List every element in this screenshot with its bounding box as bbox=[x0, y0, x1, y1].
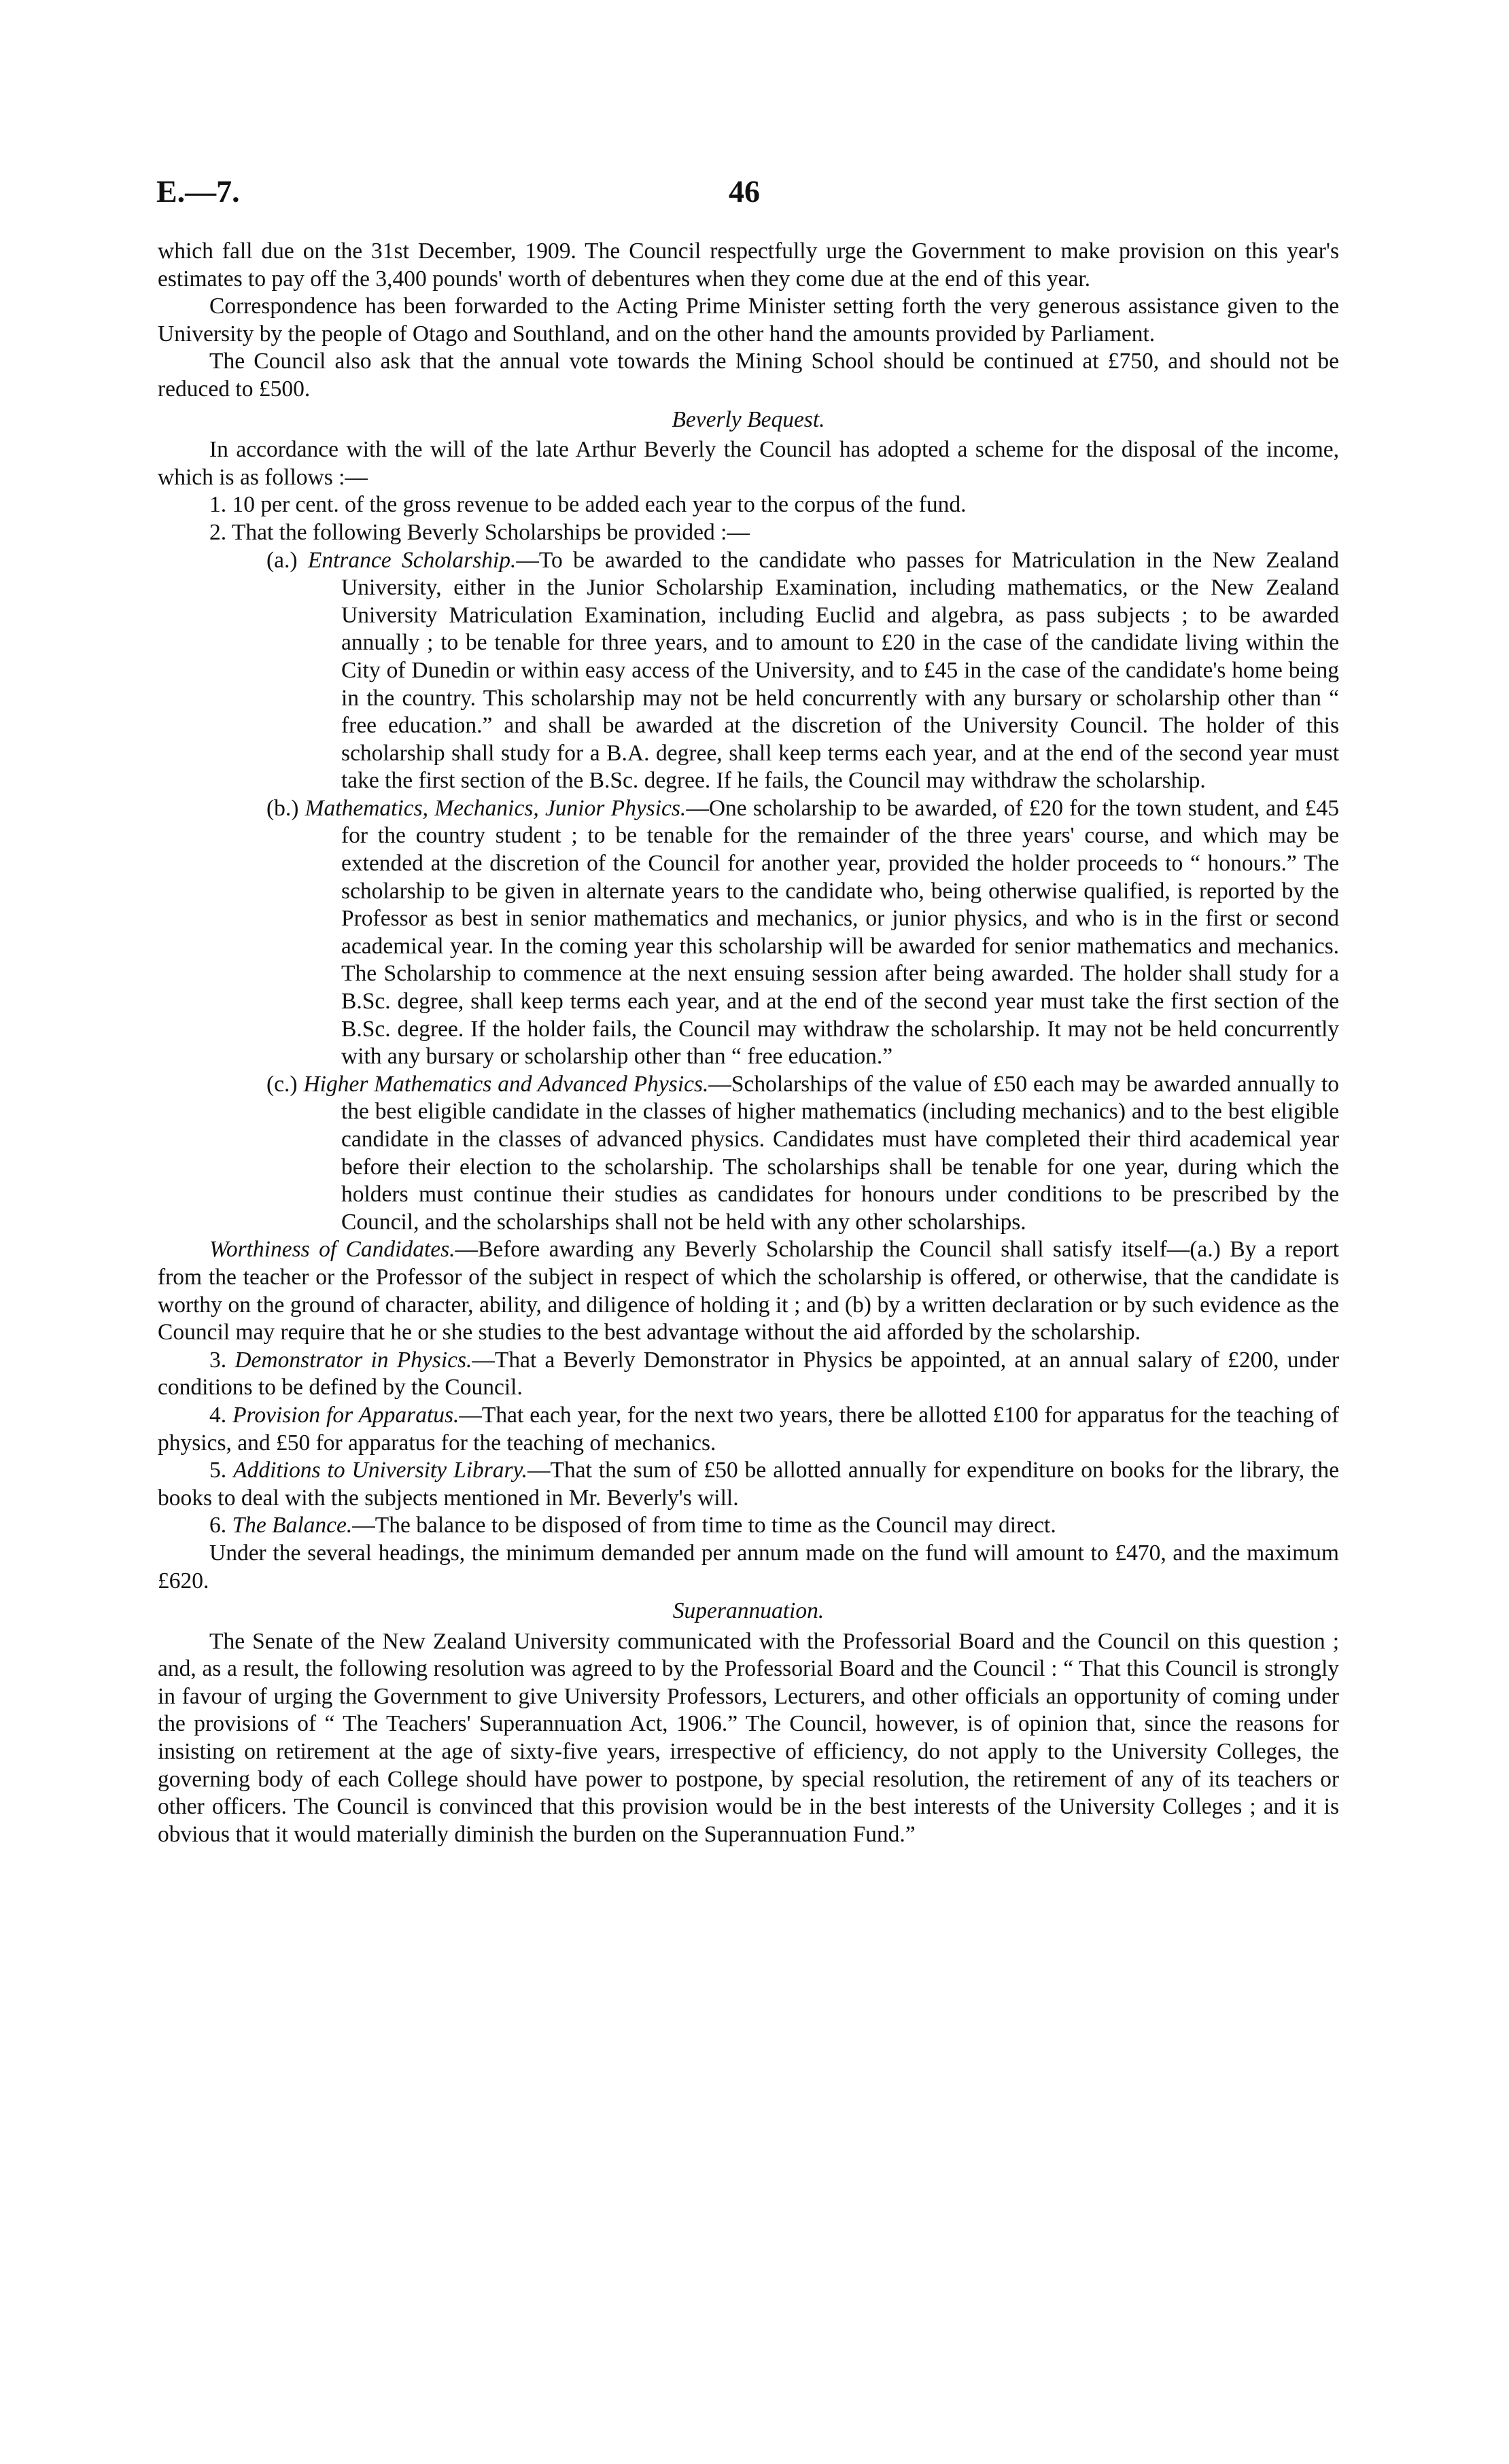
item-3-number: 3. bbox=[209, 1347, 227, 1373]
scholarship-c bbox=[158, 1071, 1339, 1237]
page-body bbox=[158, 238, 1339, 1848]
item-5-text: —That the sum of £50 be allotted annually for expenditure on books for the library, the books to deal with the subjects mentioned in Mr. Beverly's will. bbox=[158, 1458, 1340, 1511]
scholarship-b-label: (b.) bbox=[266, 795, 299, 821]
item-4-title: Provision for Apparatus. bbox=[232, 1402, 459, 1428]
scholarship-a bbox=[158, 547, 1339, 795]
item-6-title: The Balance. bbox=[232, 1513, 353, 1538]
scholarship-c-label: (c.) bbox=[266, 1071, 298, 1097]
paragraph-correspondence: Correspondence has been forwarded to the Acting Prime Minister setting forth the very generous assistance given to the University by the people of Otago and Southland, and on the other hand the amounts provided by Parliament. bbox=[158, 294, 1339, 347]
page-header bbox=[156, 173, 1332, 214]
scholarship-a-label: (a.) bbox=[266, 547, 298, 573]
scholarship-c-text: —Scholarships of the value of £50 each may be awarded annually to the best eligible candidate in the classes of higher mathematics (including mechanics) and to the best eligible candidate in the classes of advanced physics. Candidates must have completed their third academical year before their election to the scholarship. The scholarships shall be tenable for one year, during which the holders must continue their studies as candidates for honours under conditions to be prescribed by the Council, and the scholarships shall not be held with any other scholarships. bbox=[341, 1071, 1340, 1235]
worthiness-title: Worthiness of Candidates. bbox=[209, 1237, 455, 1263]
scholarship-b-text: —One scholarship to be awarded, of £20 for the town student, and £45 for the country student ; to be tenable for the remainder of the three years' course, and which may be extended at the discretion of the Council for another year, provided the holder proceeds to “ honours.” The scholarship to be given in alternate years to the candidate who, being otherwise qualified, is reported by the Professor as best in senior mathematics and mechanics, or junior physics, and who is in the first or second academical year. In the coming year this scholarship will be awarded for senior mathematics and mechanics. The Scholarship to commence at the next ensuing session after being awarded. The holder shall study for a B.Sc. degree, shall keep terms each year, and at the end of the second year must take the first section of the B.Sc. degree. If the holder fails, the Council may withdraw the scholarship. It may not be held concurrently with any bursary or scholarship other than “ free education.” bbox=[341, 795, 1339, 1070]
heading-beverly-bequest: Beverly Bequest. bbox=[672, 406, 825, 432]
heading-superannuation: Superannuation. bbox=[672, 1598, 825, 1624]
scholarship-a-title: Entrance Scholarship. bbox=[307, 547, 517, 573]
item-5-number: 5. bbox=[209, 1458, 227, 1483]
item-6-number: 6. bbox=[209, 1513, 227, 1538]
list-item-6 bbox=[158, 1512, 1339, 1540]
list-item-1: 1. 10 per cent. of the gross revenue to be added each year to the corpus of the fund. bbox=[209, 492, 967, 518]
list-item-2: 2. That the following Beverly Scholarships be provided :— bbox=[209, 519, 750, 545]
page-number: 46 bbox=[729, 174, 760, 209]
list-item-5 bbox=[158, 1457, 1339, 1512]
paragraph-mining-school: The Council also ask that the annual vote towards the Mining School should be continued at £750, and should not be reduced to £500. bbox=[158, 349, 1339, 402]
paragraph-fund-totals: Under the several headings, the minimum demanded per annum made on the fund will amount to £470, and the maximum £620. bbox=[158, 1540, 1339, 1594]
item-5-title: Additions to University Library. bbox=[233, 1458, 527, 1483]
item-4-text: —That each year, for the next two years, there be allotted £100 for apparatus for the teaching of physics, and £50 for apparatus for the teaching of mechanics. bbox=[158, 1402, 1339, 1456]
list-item-3 bbox=[158, 1347, 1339, 1402]
item-3-text: —That a Beverly Demonstrator in Physics be appointed, at an annual salary of £200, under conditions to be defined by the Council. bbox=[158, 1347, 1339, 1401]
item-4-number: 4. bbox=[209, 1402, 227, 1428]
worthiness-text: —Before awarding any Beverly Scholarship the Council shall satisfy itself—(a.) By a report from the teacher or the Professor of the subject in respect of which the scholarship is offered, or otherwise, that the candidate is worthy on the ground of character, ability, and diligence of holding it ; and (b) by a written declaration or by such evidence as the Council may require that he or she studies to the best advantage without the aid afforded by the scholarship. bbox=[158, 1237, 1339, 1345]
item-6-text: —The balance to be disposed of from time to time as the Council may direct. bbox=[352, 1513, 1056, 1538]
list-item-4 bbox=[158, 1402, 1339, 1457]
paragraph-superannuation: The Senate of the New Zealand University communicated with the Professorial Board and the Council on this question ; and, as a result, the following resolution was agreed to by the Professorial Board and the Council : “ That this Council is strongly in favour of urging the Government to give University Professors, Lecturers, and other officials an opportunity of coming under the provisions of “ The Teachers' Superannuation Act, 1906.” The Council, however, is of opinion that, since the reasons for insisting on retirement at the age of sixty-five years, irrespective of efficiency, do not apply to the University Colleges, the governing body of each College should have power to postpone, by special resolution, the retirement of any of its teachers or other officers. The Council is convinced that this provision would be in the best interests of the University Colleges ; and it is obvious that it would materially diminish the burden on the Superannuation Fund.” bbox=[158, 1628, 1339, 1847]
item-3-title: Demonstrator in Physics. bbox=[235, 1347, 472, 1373]
paragraph-debentures: which fall due on the 31st December, 1909. The Council respectfully urge the Government to make provision on this year's estimates to pay off the 3,400 pounds' worth of debentures when they come due at the end of this year. bbox=[158, 239, 1339, 292]
scholarship-b bbox=[158, 795, 1339, 1071]
document-reference: E.—7. bbox=[156, 174, 240, 209]
paragraph-beverly-intro: In accordance with the will of the late Arthur Beverly the Council has adopted a scheme for the disposal of the income, which is as follows :— bbox=[158, 437, 1339, 490]
scholarship-b-title: Mathematics, Mechanics, Junior Physics. bbox=[305, 795, 687, 821]
paragraph-worthiness bbox=[158, 1236, 1339, 1346]
scholarship-a-text: —To be awarded to the candidate who passes for Matriculation in the New Zealand University, either in the Junior Scholarship Examination, including mathematics, or the New Zealand University Matriculation Examination, including Euclid and algebra, as pass subjects ; to be awarded annually ; to be tenable for three years, and to amount to £20 in the case of the candidate living within the City of Dunedin or within easy access of the University, and to £45 in the case of the candidate's home being in the country. This scholarship may not be held concurrently with any bursary or scholarship other than “ free education.” and shall be awarded at the discretion of the University Council. The holder of this scholarship shall study for a B.A. degree, shall keep terms each year, and at the end of the second year must take the first section of the B.Sc. degree. If he fails, the Council may withdraw the scholarship. bbox=[341, 547, 1340, 794]
scholarship-c-title: Higher Mathematics and Advanced Physics. bbox=[303, 1071, 709, 1097]
